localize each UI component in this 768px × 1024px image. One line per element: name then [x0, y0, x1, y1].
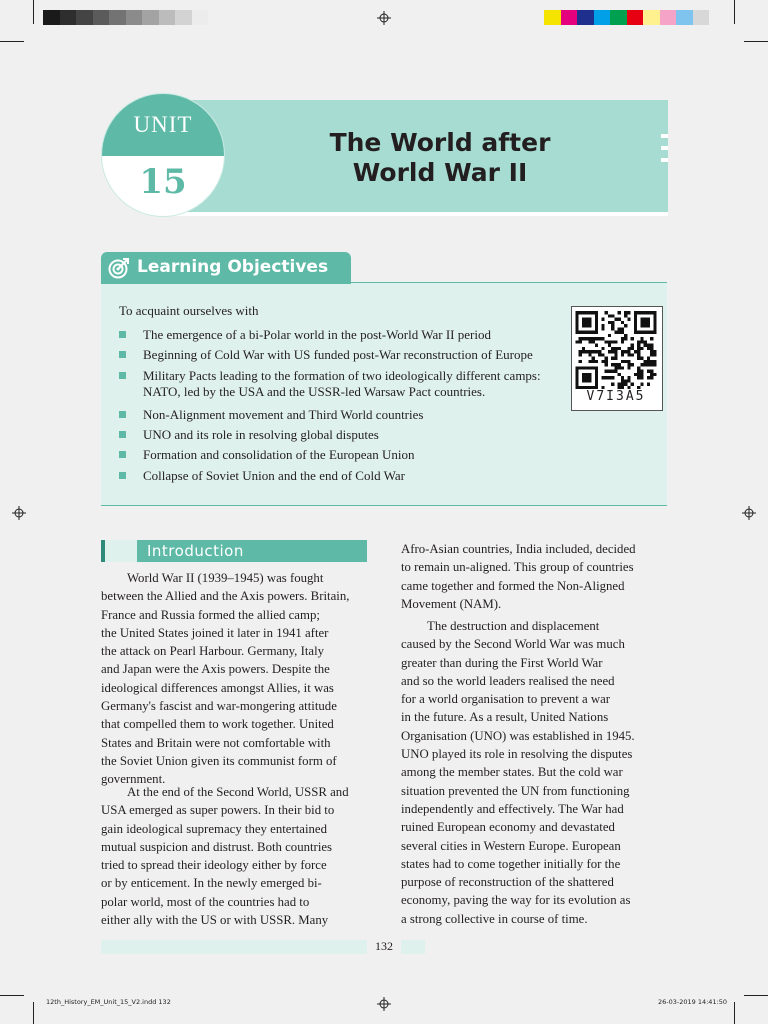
objective-text: Collapse of Soviet Union and the end of Cold War	[143, 468, 405, 483]
paragraph-line: among the member states. But the cold war	[401, 765, 623, 780]
paragraph-line: France and Russia formed the allied camp;	[101, 607, 320, 622]
color-swatch	[142, 10, 159, 25]
registration-mark-icon	[742, 506, 756, 520]
color-swatch	[60, 10, 77, 25]
paragraph-line: At the end of the Second World, USSR and	[127, 785, 349, 799]
objective-text: Non-Alignment movement and Third World countries	[143, 407, 424, 422]
paragraph-line: mutual suspicion and distrust. Both countries	[101, 839, 333, 854]
left-paragraph-1	[101, 569, 367, 789]
chapter-title-line-1: The World after	[329, 128, 551, 157]
color-swatch	[561, 10, 578, 25]
paragraph-line: economy, paving the way for its evolution as	[401, 893, 631, 908]
paragraph-line: and Japan were the Axis powers. Despite the	[101, 662, 330, 677]
paragraph-line: a strong collective in course of time.	[401, 911, 588, 926]
paragraph-line: and so the world leaders realised the need	[401, 673, 615, 688]
introduction-heading: Introduction	[147, 542, 244, 560]
registration-mark-icon	[12, 506, 26, 520]
paragraph-line: the United States joined it later in 1941 after	[101, 625, 329, 640]
qr-code-icon[interactable]	[575, 311, 657, 389]
objectives-heading: Learning Objectives	[137, 257, 329, 277]
objective-text: Beginning of Cold War with US funded post-War reconstruction of Europe	[143, 347, 533, 362]
qr-code-label: V7I3A5	[586, 389, 646, 404]
bullet-square-icon	[119, 351, 126, 358]
bullet-square-icon	[119, 411, 126, 418]
paragraph-line: UNO played its role in resolving the disputes	[401, 747, 633, 762]
crop-mark	[0, 41, 24, 42]
unit-number: 15	[139, 162, 187, 202]
color-swatch	[175, 10, 192, 25]
paragraph-line: The destruction and displacement	[427, 619, 600, 633]
paragraph-line: government.	[101, 772, 166, 787]
paragraph-line: Movement (NAM).	[401, 596, 502, 611]
paragraph-line: greater than during the First World War	[401, 655, 603, 670]
paragraph-line: World War II (1939–1945) was fought	[127, 571, 324, 585]
color-swatch	[610, 10, 627, 25]
paragraph-line: that compelled them to work together. United	[101, 717, 334, 732]
bullet-square-icon	[119, 372, 126, 379]
bullet-square-icon	[119, 472, 126, 479]
paragraph-line: several cities in Western Europe. European	[401, 838, 621, 853]
bullet-square-icon	[119, 431, 126, 438]
objectives-heading-tab	[101, 252, 351, 284]
paragraph-line: or by enticement. In the newly emerged bi-	[101, 876, 322, 891]
chapter-title-line-2: World War II	[352, 158, 528, 187]
color-swatch	[643, 10, 660, 25]
crop-mark	[734, 1002, 735, 1024]
color-swatch	[109, 10, 126, 25]
paragraph-line: Afro-Asian countries, India included, decided	[401, 542, 636, 556]
color-swatch	[594, 10, 611, 25]
color-swatch	[159, 10, 176, 25]
target-icon	[107, 256, 131, 280]
paragraph-line: independently and effectively. The War had	[401, 801, 624, 816]
paragraph-line: the attack on Pearl Harbour. Germany, Italy	[101, 644, 325, 659]
paragraph-line: States and Britain were not comfortable with	[101, 735, 331, 750]
page-number: 132	[375, 939, 393, 953]
color-swatch	[627, 10, 644, 25]
crop-mark	[33, 0, 34, 24]
paragraph-line: in the future. As a result, United Nations	[401, 710, 609, 725]
color-swatch	[676, 10, 693, 25]
paragraph-line: the Soviet Union given its communist form of	[101, 753, 337, 768]
objective-text: Military Pacts leading to the formation of two ideologically different camps: NATO, led by the USA and the USSR-led Warsaw Pact countries.	[143, 368, 541, 399]
registration-mark-icon	[377, 997, 391, 1011]
objective-text: The emergence of a bi-Polar world in the post-World War II period	[143, 327, 491, 342]
paragraph-line: USA emerged as super powers. In their bid to	[101, 803, 335, 818]
objectives-intro: To acquaint ourselves with	[119, 303, 259, 318]
paragraph-line: Organisation (UNO) was established in 1945.	[401, 728, 635, 743]
paragraph-line: situation prevented the UN from functioning	[401, 783, 630, 798]
color-swatch	[693, 10, 710, 25]
slug-date: 26-03-2019 14:41:50	[658, 998, 728, 1006]
right-paragraph-2	[401, 617, 667, 928]
footer-bar-right	[401, 940, 425, 954]
paragraph-line: either ally with the US or with USSR. Many	[101, 913, 329, 928]
paragraph-line: ruined European economy and devastated	[401, 820, 615, 835]
color-swatch	[577, 10, 594, 25]
slug-file: 12th_History_EM_Unit_15_V2.indd 132	[46, 998, 171, 1006]
introduction-heading-bar	[101, 540, 367, 562]
color-swatch	[660, 10, 677, 25]
paragraph-line: tried to spread their ideology either by force	[101, 858, 327, 873]
left-paragraph-2	[101, 783, 367, 929]
paragraph-line: Germany's fascist and war-mongering attitude	[101, 699, 337, 714]
paragraph-line: purpose of reconstruction of the shattered	[401, 875, 614, 890]
paragraph-line: ideological differences amongst Allies, it was	[101, 680, 334, 695]
crop-mark	[734, 0, 735, 24]
color-swatch	[43, 10, 60, 25]
paragraph-line: to remain un-aligned. This group of countries	[401, 560, 634, 575]
paragraph-line: caused by the Second World War was much	[401, 637, 625, 652]
paragraph-line: polar world, most of the countries had to	[101, 894, 310, 909]
unit-badge	[101, 93, 225, 217]
color-swatch	[93, 10, 110, 25]
bullet-square-icon	[119, 331, 126, 338]
paragraph-line: between the Allied and the Axis powers. Britain,	[101, 589, 350, 604]
color-swatch	[192, 10, 209, 25]
bullet-square-icon	[119, 451, 126, 458]
color-swatch	[544, 10, 561, 25]
color-swatch	[76, 10, 93, 25]
registration-mark-icon	[377, 11, 391, 25]
objective-text: Formation and consolidation of the European Union	[143, 447, 415, 462]
right-paragraph-1	[401, 540, 667, 613]
unit-label: UNIT	[133, 112, 193, 137]
footer-bar-left	[101, 940, 367, 954]
crop-mark	[744, 41, 768, 42]
paragraph-line: states had to come together initially for the	[401, 856, 621, 871]
objective-text: UNO and its role in resolving global disputes	[143, 427, 379, 442]
paragraph-line: gain ideological supremacy they entertained	[101, 821, 327, 836]
crop-mark	[744, 995, 768, 996]
paragraph-line: came together and formed the Non-Aligned	[401, 578, 625, 593]
crop-mark	[33, 1002, 34, 1024]
chapter-title	[165, 128, 715, 188]
paragraph-line: for a world organisation to prevent a war	[401, 692, 611, 707]
crop-mark	[0, 995, 24, 996]
color-swatch	[126, 10, 143, 25]
